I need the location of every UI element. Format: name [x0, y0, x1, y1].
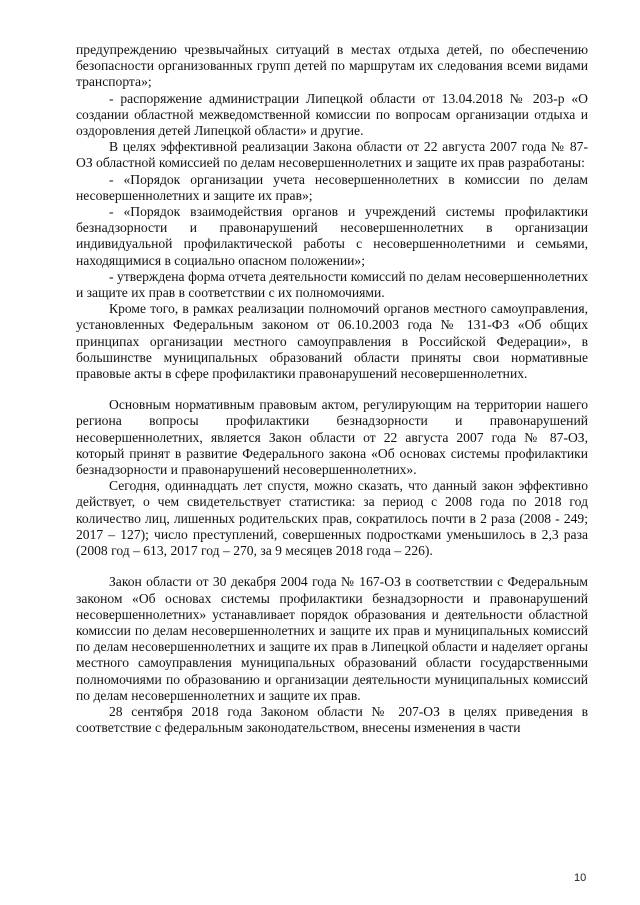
paragraph: - утверждена форма отчета деятельности комиссий по делам несовершеннолетних и защите их прав в соответствии с их полномочиями.: [76, 268, 588, 301]
document-body: [76, 42, 588, 736]
paragraph: Закон области от 30 декабря 2004 года № 167-ОЗ в соответствии с Федеральным законом «Об основах системы профилактики безнадзорности и правонарушений несовершеннолетних» устанавливает порядок образования и деятельности областной комиссии по делам несовершеннолетних и защите их прав и муниципальных комиссий по делам несовершеннолетних и защите их прав в Липецкой области и наделяет органы местного самоуправления муниципальных образований области государственными полномочиями по образованию и организации деятельности муниципальных комиссий по делам несовершеннолетних и защите их прав.: [76, 574, 588, 703]
paragraph: - распоряжение администрации Липецкой области от 13.04.2018 № 203-р «О создании областной межведомственной комиссии по вопросам организации отдыха и оздоровления детей Липецкой области» и другие.: [76, 90, 588, 139]
paragraph: Основным нормативным правовым актом, регулирующим на территории нашего региона вопросы профилактики безнадзорности и правонарушений несовершеннолетних, является Закон области от 22 августа 2007 года № 87-ОЗ, который принят в развитие Федерального закона «Об основах системы профилактики безнадзорности и правонарушений несовершеннолетних».: [76, 397, 588, 478]
paragraph: Сегодня, одиннадцать лет спустя, можно сказать, что данный закон эффективно действует, о чем свидетельствует статистика: за период с 2008 года по 2018 год количество лиц, лишенных родительских прав, сократилось почти в 2 раза (2008 - 249; 2017 – 127); число преступлений, совершенных подростками уменьшилось в 2,3 раза (2008 год – 613, 2017 год – 270, за 9 месяцев 2018 года – 226).: [76, 478, 588, 559]
paragraph: - «Порядок взаимодействия органов и учреждений системы профилактики безнадзорности и правонарушений несовершеннолетних в организации индивидуальной профилактической работы с несовершеннолетними и семьями, находящимися в социально опасном положении»;: [76, 204, 588, 268]
paragraph: предупреждению чрезвычайных ситуаций в местах отдыха детей, по обеспечению безопасности организованных групп детей по маршрутам их следования всеми видами транспорта»;: [76, 42, 588, 90]
paragraph: В целях эффективной реализации Закона области от 22 августа 2007 года № 87-ОЗ областной комиссией по делам несовершеннолетних и защите их прав разработаны:: [76, 139, 588, 171]
paragraph: - «Порядок организации учета несовершеннолетних в комиссии по делам несовершеннолетних и защите их прав»;: [76, 171, 588, 203]
paragraph: 28 сентября 2018 года Законом области № 207-ОЗ в целях приведения в соответствие с федеральным законодательством, внесены изменения в части: [76, 703, 588, 736]
paragraph: Кроме того, в рамках реализации полномочий органов местного самоуправления, установленных Федеральным законом от 06.10.2003 года № 131-ФЗ «Об общих принципах организации местного самоуправления в Российской Федерации», в большинстве муниципальных образований области приняты свои нормативные правовые акты в сфере профилактики правонарушений несовершеннолетних.: [76, 301, 588, 382]
page-number: 10: [574, 872, 587, 884]
